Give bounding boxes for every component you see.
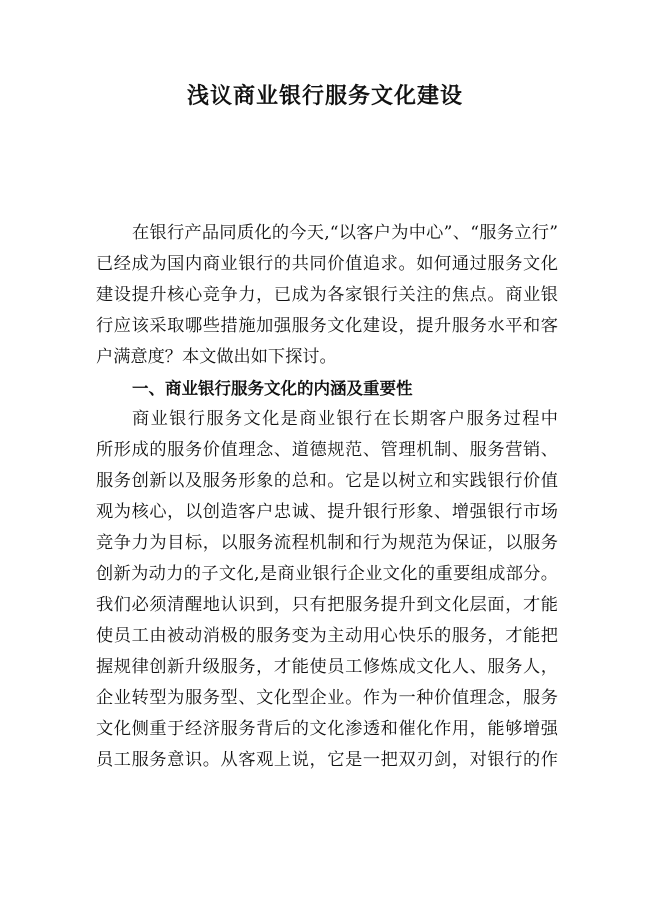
paragraph-line: 创新为动力的子文化,是商业银行企业文化的重要组成部分。 (96, 564, 558, 584)
paragraph-line: 使员工由被动消极的服务变为主动用心快乐的服务，才能把 (96, 626, 558, 646)
paragraph-line: 行应该采取哪些措施加强服务文化建设，提升服务水平和客 (96, 316, 558, 336)
paragraph-line: 所形成的服务价值理念、道德规范、管理机制、服务营销、 (96, 440, 558, 460)
paragraph-line: 商业银行服务文化是商业银行在长期客户服务过程中 (132, 409, 558, 429)
paragraph-line: 在银行产品同质化的今天,“以客户为中心”、“服务立行” (132, 223, 558, 243)
paragraph-line: 竞争力为目标，以服务流程机制和行为规范为保证，以服务 (96, 533, 558, 553)
paragraph-line: 企业转型为服务型、文化型企业。作为一种价值理念，服务 (96, 688, 558, 708)
paragraph-line: 建设提升核心竞争力，已成为各家银行关注的焦点。商业银 (96, 285, 558, 305)
paragraph-line: 服务创新以及服务形象的总和。它是以树立和实践银行价值 (96, 471, 558, 491)
paragraph-line: 户满意度？本文做出如下探讨。 (96, 347, 337, 367)
section-heading: 一、商业银行服务文化的内涵及重要性 (132, 379, 413, 398)
paragraph-line: 观为核心，以创造客户忠诚、提升银行形象、增强银行市场 (96, 502, 558, 522)
paragraph-line: 文化侧重于经济服务背后的文化渗透和催化作用，能够增强 (96, 719, 558, 739)
paragraph-line: 握规律创新升级服务，才能使员工修炼成文化人、服务人， (96, 657, 558, 677)
document-body (96, 218, 558, 776)
paragraph-line: 员工服务意识。从客观上说，它是一把双刃剑，对银行的作 (96, 750, 558, 770)
document-title: 浅议商业银行服务文化建设 (186, 84, 463, 109)
paragraph-line: 已经成为国内商业银行的共同价值追求。如何通过服务文化 (96, 254, 558, 274)
paragraph-line: 我们必须清醒地认识到，只有把服务提升到文化层面，才能 (96, 595, 558, 615)
